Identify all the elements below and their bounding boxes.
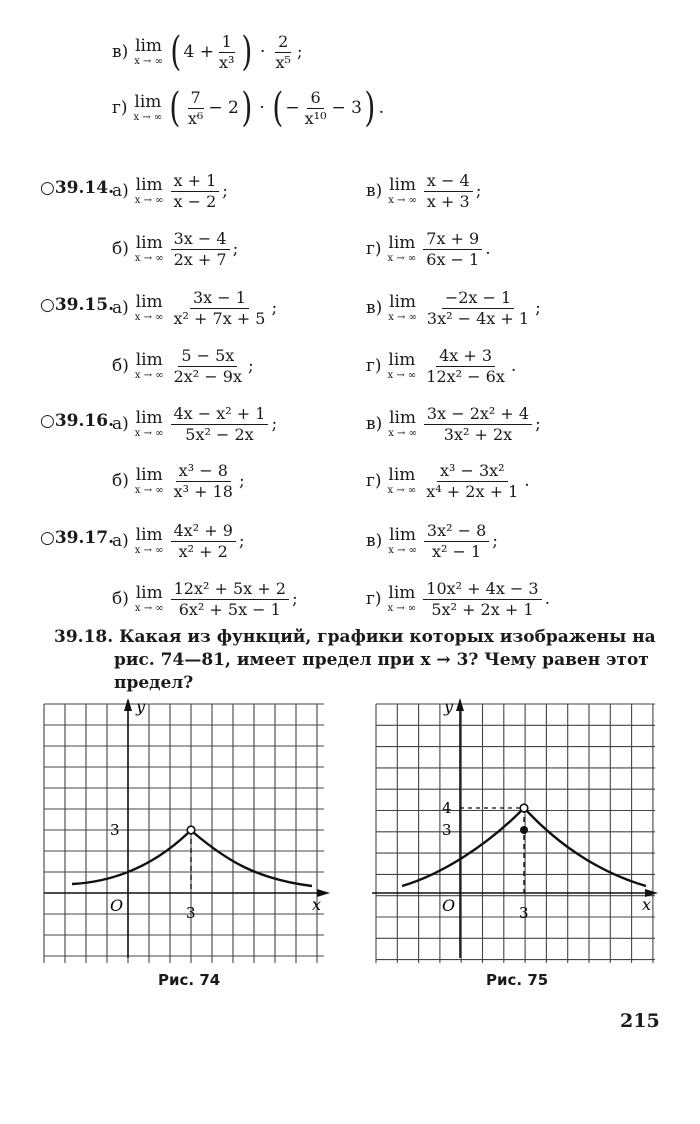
denominator: x + 3 <box>426 191 470 211</box>
fraction <box>423 462 521 501</box>
limit-item: г) lim x → ∞ $\frac{\text{10x² + 4x − 3}}{\text{5x² + 2x + 1}}$ . <box>366 579 551 619</box>
numerator: 3x − 2x² + 4 <box>424 405 532 425</box>
limit-operator: lim x → ∞ <box>387 349 417 381</box>
numerator: 10x² + 4x − 3 <box>423 580 541 600</box>
denominator: 2x² − 9x <box>173 366 242 386</box>
limit-item: б) lim x → ∞ $\frac{\text{x³ − 8}}{\text{x³ + 18}}$ ; <box>112 461 245 501</box>
item-label: г) <box>366 239 382 260</box>
origin-label: O <box>110 896 124 915</box>
item-label: в) <box>366 298 383 319</box>
item-g-top: г) lim x → ∞ ( $\frac{7}{\text{x⁶}}$ − 2 ) · ( − $\frac{6}{\text{x¹⁰}}$ − 3 ) . <box>112 85 384 131</box>
expression-term: 4 + <box>183 42 214 62</box>
fraction <box>423 347 508 386</box>
numerator: 12x² + 5x + 2 <box>171 580 289 600</box>
denominator: x² + 2 <box>178 541 228 561</box>
filled-point <box>520 826 528 834</box>
denominator: x − 2 <box>173 191 217 211</box>
x-axis-label: x <box>642 895 652 914</box>
figure-caption: Рис. 74 <box>158 971 221 989</box>
fraction <box>423 580 541 619</box>
numerator: 4x + 3 <box>436 347 495 367</box>
limit-item: г) lim x → ∞ $\frac{\text{x³ − 3x²}}{\text{x⁴ + 2x + 1}}$ . <box>366 461 530 501</box>
item-label: б) <box>112 239 129 260</box>
limit-item: б) lim x → ∞ $\frac{5 - 5x}{\text{2x² − 9x}}$ ; <box>112 346 254 386</box>
item-label: а) <box>112 181 129 202</box>
numerator: 3x − 4 <box>171 230 230 250</box>
fraction <box>171 172 220 211</box>
limit-operator: lim x → ∞ <box>134 582 164 614</box>
limit-item: б) lim x → ∞ $\frac{\text{12x² + 5x + 2}}{\text{6x² + 5x − 1}}$ ; <box>112 579 298 619</box>
limit-item: в) lim x → ∞ $\frac{\text{3x − 2x² + 4}}{\text{3x² + 2x}}$ ; <box>366 404 541 444</box>
limit-item: а) lim x → ∞ $\frac{\text{4x − x² + 1}}{\text{5x² − 2x}}$ ; <box>112 404 278 444</box>
limit-operator: lim x → ∞ <box>134 349 164 381</box>
denominator: 5x² − 2x <box>185 424 254 444</box>
limit-operator: lim x → ∞ <box>133 91 163 123</box>
denominator: 6x − 1 <box>426 249 480 269</box>
fraction <box>171 230 230 269</box>
y-tick-label-3: 3 <box>442 821 452 839</box>
fraction: $\frac{7}{\text{x⁶}}$ <box>187 87 204 128</box>
fraction <box>171 405 269 444</box>
page-number: 215 <box>620 1010 660 1032</box>
denominator: x⁴ + 2x + 1 <box>426 481 519 501</box>
fraction: $\frac{6}{\text{x¹⁰}}$ <box>304 87 327 128</box>
fraction <box>171 462 236 501</box>
fraction <box>424 289 532 328</box>
denominator: 3x² + 2x <box>443 424 513 444</box>
fraction: $\frac{1}{\text{x³}}$ <box>219 31 235 72</box>
limit-item: а) lim x → ∞ $\frac{x + 1}{x - 2}$ ; <box>112 171 229 211</box>
item-label: г) <box>366 356 382 377</box>
limit-operator: lim x → ∞ <box>388 291 417 323</box>
numerator: 4x − x² + 1 <box>171 405 269 425</box>
item-label: в) <box>366 181 383 202</box>
limit-item: г) lim x → ∞ $\frac{4x + 3}{\text{12x² − 6x}}$ . <box>366 346 517 386</box>
limit-operator: lim x → ∞ <box>134 174 164 206</box>
numerator: x + 1 <box>171 172 220 192</box>
limit-operator: lim x → ∞ <box>134 232 164 264</box>
grid <box>376 704 655 963</box>
fraction <box>171 522 236 561</box>
limit-operator: lim x → ∞ <box>134 524 164 556</box>
limit-item: в) lim x → ∞ $\frac{\text{3x² − 8}}{\text{x² − 1}}$ ; <box>366 521 499 561</box>
problem-number: 39.18. <box>54 627 114 647</box>
denominator: 2x + 7 <box>173 249 227 269</box>
numerator: x³ − 3x² <box>437 462 508 482</box>
fraction <box>424 522 489 561</box>
curve-left <box>72 833 188 884</box>
denominator: 6x² + 5x − 1 <box>178 599 281 619</box>
figure-74-graph <box>40 694 330 969</box>
denominator: x² − 1 <box>432 541 482 561</box>
limit-operator: lim x → ∞ <box>134 407 164 439</box>
limit-operator: lim x → ∞ <box>387 582 417 614</box>
limit-operator: lim x → ∞ <box>387 464 417 496</box>
y-axis-label: y <box>444 697 454 716</box>
limit-operator: lim x → ∞ <box>387 232 417 264</box>
y-tick-label-4: 4 <box>442 799 452 817</box>
item-label: а) <box>112 531 129 552</box>
item-label: в) <box>366 531 383 552</box>
limit-item: г) lim x → ∞ $\frac{7x + 9}{6x - 1}$ . <box>366 229 491 269</box>
item-label: б) <box>112 471 129 492</box>
item-label: а) <box>112 298 129 319</box>
denominator: 5x² + 2x + 1 <box>431 599 534 619</box>
problem-number: ○39.17. <box>40 528 114 548</box>
denominator: 3x² − 4x + 1 <box>426 308 530 328</box>
problem-number: ○39.14. <box>40 178 114 198</box>
numerator: 7x + 9 <box>423 230 482 250</box>
figure-75-graph <box>368 694 660 969</box>
origin-label: O <box>442 896 456 915</box>
figure-caption: Рис. 75 <box>486 971 549 989</box>
limit-operator: lim x → ∞ <box>134 291 164 323</box>
y-axis-label: y <box>136 697 146 716</box>
numerator: 3x − 1 <box>190 289 249 309</box>
fraction: $\frac{2}{\text{x⁵}}$ <box>275 31 291 72</box>
item-label: г) <box>366 471 382 492</box>
problem-39-18: 39.18. Какая из функций, графики которых изображены на рис. 74—81, имеет предел при x → 3? Чему равен этот предел? <box>54 627 656 693</box>
limit-operator: lim x → ∞ <box>134 464 164 496</box>
item-label: в) <box>112 42 129 62</box>
limit-item: в) lim x → ∞ $\frac{-2x - 1}{\text{3x² − 4x + 1}}$ ; <box>366 288 541 328</box>
grid <box>44 704 324 963</box>
problem-number: ○39.15. <box>40 295 114 315</box>
numerator: 4x² + 9 <box>171 522 236 542</box>
item-label: б) <box>112 589 129 610</box>
limit-operator: lim x → ∞ <box>388 524 417 556</box>
limit-operator: lim x → ∞ <box>388 174 417 206</box>
item-label: а) <box>112 414 129 435</box>
limit-operator: lim x → ∞ <box>134 35 163 67</box>
problem-number: ○39.16. <box>40 411 114 431</box>
limit-item: в) lim x → ∞ $\frac{x - 4}{x + 3}$ ; <box>366 171 482 211</box>
limit-item: а) lim x → ∞ $\frac{3x - 1}{\text{x² + 7x + 5}}$ ; <box>112 288 278 328</box>
denominator: 12x² − 6x <box>426 366 505 386</box>
numerator: x − 4 <box>424 172 473 192</box>
fraction <box>171 347 245 386</box>
item-label: г) <box>112 98 128 118</box>
x-axis-label: x <box>312 895 322 914</box>
limit-item: а) lim x → ∞ $\frac{\text{4x² + 9}}{\text{x² + 2}}$ ; <box>112 521 245 561</box>
fraction <box>171 580 289 619</box>
limit-item: б) lim x → ∞ $\frac{3x - 4}{2x + 7}$ ; <box>112 229 239 269</box>
y-tick-label: 3 <box>110 821 120 839</box>
limit-operator: lim x → ∞ <box>388 407 417 439</box>
item-label: б) <box>112 356 129 377</box>
x-tick-label: 3 <box>519 904 529 922</box>
denominator: x² + 7x + 5 <box>173 308 266 328</box>
numerator: x³ − 8 <box>176 462 231 482</box>
fraction <box>424 405 532 444</box>
numerator: 3x² − 8 <box>424 522 489 542</box>
x-tick-label: 3 <box>186 904 196 922</box>
hollow-point <box>520 804 528 812</box>
item-label: в) <box>366 414 383 435</box>
numerator: 5 − 5x <box>178 347 237 367</box>
denominator: x³ + 18 <box>173 481 233 501</box>
fraction <box>423 230 482 269</box>
numerator: −2x − 1 <box>442 289 514 309</box>
hollow-point <box>187 826 195 834</box>
item-label: г) <box>366 589 382 610</box>
item-v-top: в) lim x → ∞ ( 4 + $\frac{1}{\text{x³}}$ ) · $\frac{2}{\text{x⁵}}$ ; <box>112 29 303 75</box>
fraction <box>171 289 269 328</box>
fraction <box>424 172 473 211</box>
